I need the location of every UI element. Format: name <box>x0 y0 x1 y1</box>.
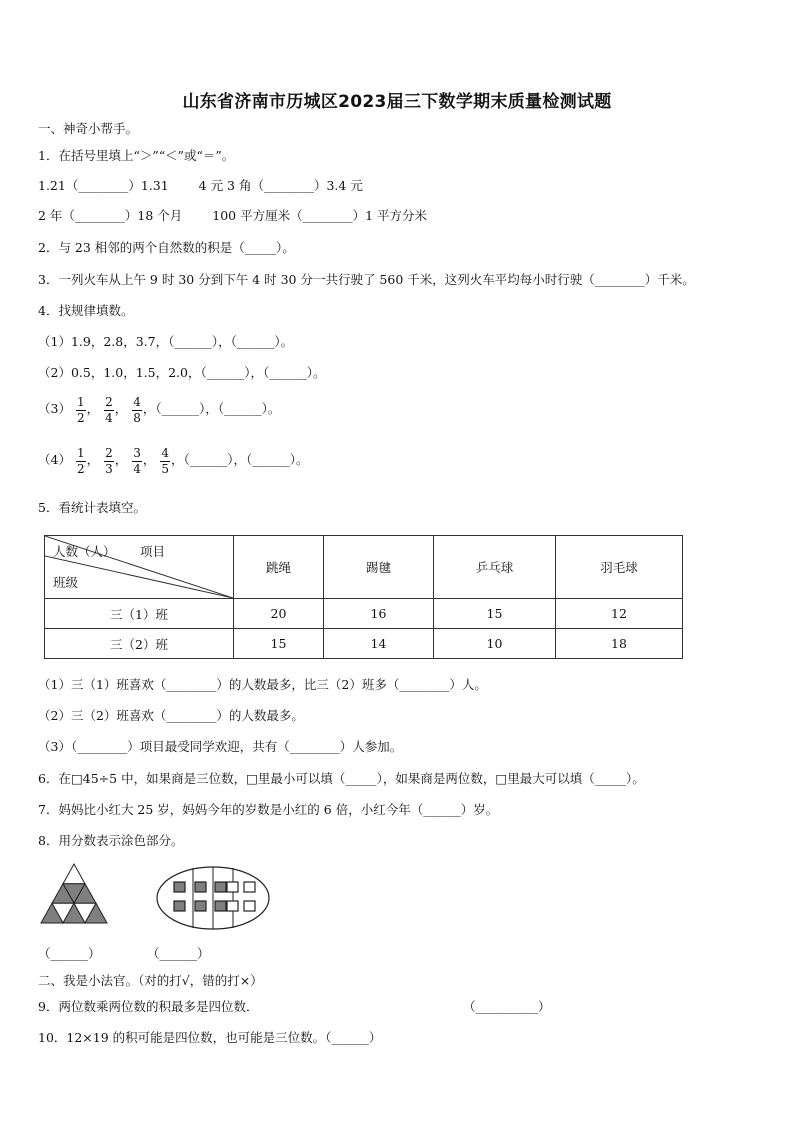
part-3-label: （3） <box>38 401 71 416</box>
table-cell: 20 <box>234 599 324 629</box>
table-cell: 10 <box>434 629 556 659</box>
column-header: 乒乓球 <box>434 536 556 599</box>
oval-square <box>215 901 226 911</box>
column-header: 踢毽 <box>324 536 434 599</box>
part-4-blanks[interactable]: ，（______），（______）。 <box>171 452 309 467</box>
question-1-row-1 <box>38 178 363 194</box>
column-header: 羽毛球 <box>556 536 683 599</box>
question-2[interactable]: 2．与 23 相邻的两个自然数的积是（_____）。 <box>38 240 295 255</box>
question-9-answer-blank[interactable]: （__________） <box>463 999 551 1014</box>
question-1-row-2 <box>38 208 427 224</box>
question-9: 9．两位数乘两位数的积最多是四位数． <box>38 999 259 1014</box>
compare-item-2[interactable]: 4 元 3 角（________）3.4 元 <box>198 178 363 193</box>
table-cell: 15 <box>434 599 556 629</box>
oval-square <box>244 882 255 892</box>
question-4-part-1[interactable]: （1）1.9，2.8，3.7，（______），（______）。 <box>38 334 294 349</box>
question-1-stem: 1．在括号里填上“＞”“＜”或“＝”。 <box>38 148 235 163</box>
fraction: $\frac{2}{3}$ <box>105 445 113 476</box>
table-cell: 12 <box>556 599 683 629</box>
table-header-row <box>45 536 683 599</box>
shaded-triangle-figure <box>40 862 108 930</box>
question-4-part-4[interactable]: （4） $\frac{1}{2}$ ， $\frac{2}{3}$ ， $\frac{3}{4}$ ， $\frac{4}{5}$ ，（______），（______）。 <box>38 445 309 476</box>
table-cell: 18 <box>556 629 683 659</box>
oval-square <box>227 901 238 911</box>
table-corner-cell <box>45 536 234 599</box>
corner-item-label: 项目 <box>140 544 166 559</box>
question-4-part-3[interactable]: （3） $\frac{1}{2}$ ， $\frac{2}{4}$ ， $\frac{4}{8}$ ，（______），（______）。 <box>38 394 281 425</box>
question-8-blank-1[interactable]: （______） <box>38 946 101 961</box>
oval-square <box>227 882 238 892</box>
question-5-sub-1[interactable]: （1）三（1）班喜欢（________）的人数最多，比三（2）班多（________）人。 <box>38 677 487 692</box>
fraction: $\frac{1}{2}$ <box>76 394 85 425</box>
fraction: $\frac{2}{4}$ <box>105 394 113 425</box>
row-label: 三（1）班 <box>45 599 234 629</box>
question-4-part-2[interactable]: （2）0.5，1.0，1.5，2.0，（______），（______）。 <box>38 365 326 380</box>
question-10[interactable]: 10．12×19 的积可能是四位数，也可能是三位数。（______） <box>38 1030 382 1045</box>
question-5-sub-3[interactable]: （3）（________）项目最受同学欢迎，共有（________）人参加。 <box>38 739 403 754</box>
triangle-piece <box>63 864 85 884</box>
question-8-blank-2[interactable]: （______） <box>147 946 210 961</box>
question-5-stem: 5．看统计表填空。 <box>38 500 146 515</box>
section-2-heading: 二、我是小法官。（对的打√，错的打×） <box>38 973 263 988</box>
table-row <box>45 599 683 629</box>
part-3-blanks[interactable]: ，（______），（______）。 <box>142 401 281 416</box>
question-7[interactable]: 7．妈妈比小红大 25 岁，妈妈今年的岁数是小红的 6 倍，小红今年（______）岁。 <box>38 802 499 817</box>
oval-square <box>174 901 185 911</box>
shaded-oval-figure <box>155 864 271 932</box>
fraction: $\frac{3}{4}$ <box>133 445 141 476</box>
statistics-table <box>44 535 683 659</box>
oval-square <box>244 901 255 911</box>
column-header: 跳绳 <box>234 536 324 599</box>
question-4-stem: 4．找规律填数。 <box>38 303 134 318</box>
page-title: 山东省济南市历城区2023届三下数学期末质量检测试题 <box>182 92 612 112</box>
question-6[interactable]: 6．在□45÷5 中，如果商是三位数，□里最小可以填（_____），如果商是两位数，□里最大可以填（_____）。 <box>38 771 645 786</box>
oval-square <box>195 901 206 911</box>
oval-square <box>174 882 185 892</box>
compare-item-3[interactable]: 2 年（________）18 个月 <box>38 208 183 223</box>
fraction: $\frac{1}{2}$ <box>76 445 85 476</box>
table-cell: 14 <box>324 629 434 659</box>
corner-class-label: 班级 <box>53 575 79 590</box>
table-cell: 16 <box>324 599 434 629</box>
compare-item-1[interactable]: 1.21（________）1.31 <box>38 178 169 193</box>
fraction: $\frac{4}{8}$ <box>133 394 141 425</box>
question-5-sub-2[interactable]: （2）三（2）班喜欢（________）的人数最多。 <box>38 708 304 723</box>
row-label: 三（2）班 <box>45 629 234 659</box>
section-1-heading: 一、神奇小帮手。 <box>38 121 139 136</box>
compare-item-4[interactable]: 100 平方厘米（________）1 平方分米 <box>212 208 428 223</box>
oval-square <box>195 882 206 892</box>
question-8-stem: 8．用分数表示涂色部分。 <box>38 833 184 848</box>
fraction: $\frac{4}{5}$ <box>161 445 169 476</box>
table-row <box>45 629 683 659</box>
oval-square <box>215 882 226 892</box>
question-3[interactable]: 3．一列火车从上午 9 时 30 分到下午 4 时 30 分一共行驶了 560 千米，这列火车平均每小时行驶（________）千米。 <box>38 272 695 287</box>
table-cell: 15 <box>234 629 324 659</box>
corner-people-label: 人数（人） <box>53 544 116 559</box>
part-4-label: （4） <box>38 452 71 467</box>
